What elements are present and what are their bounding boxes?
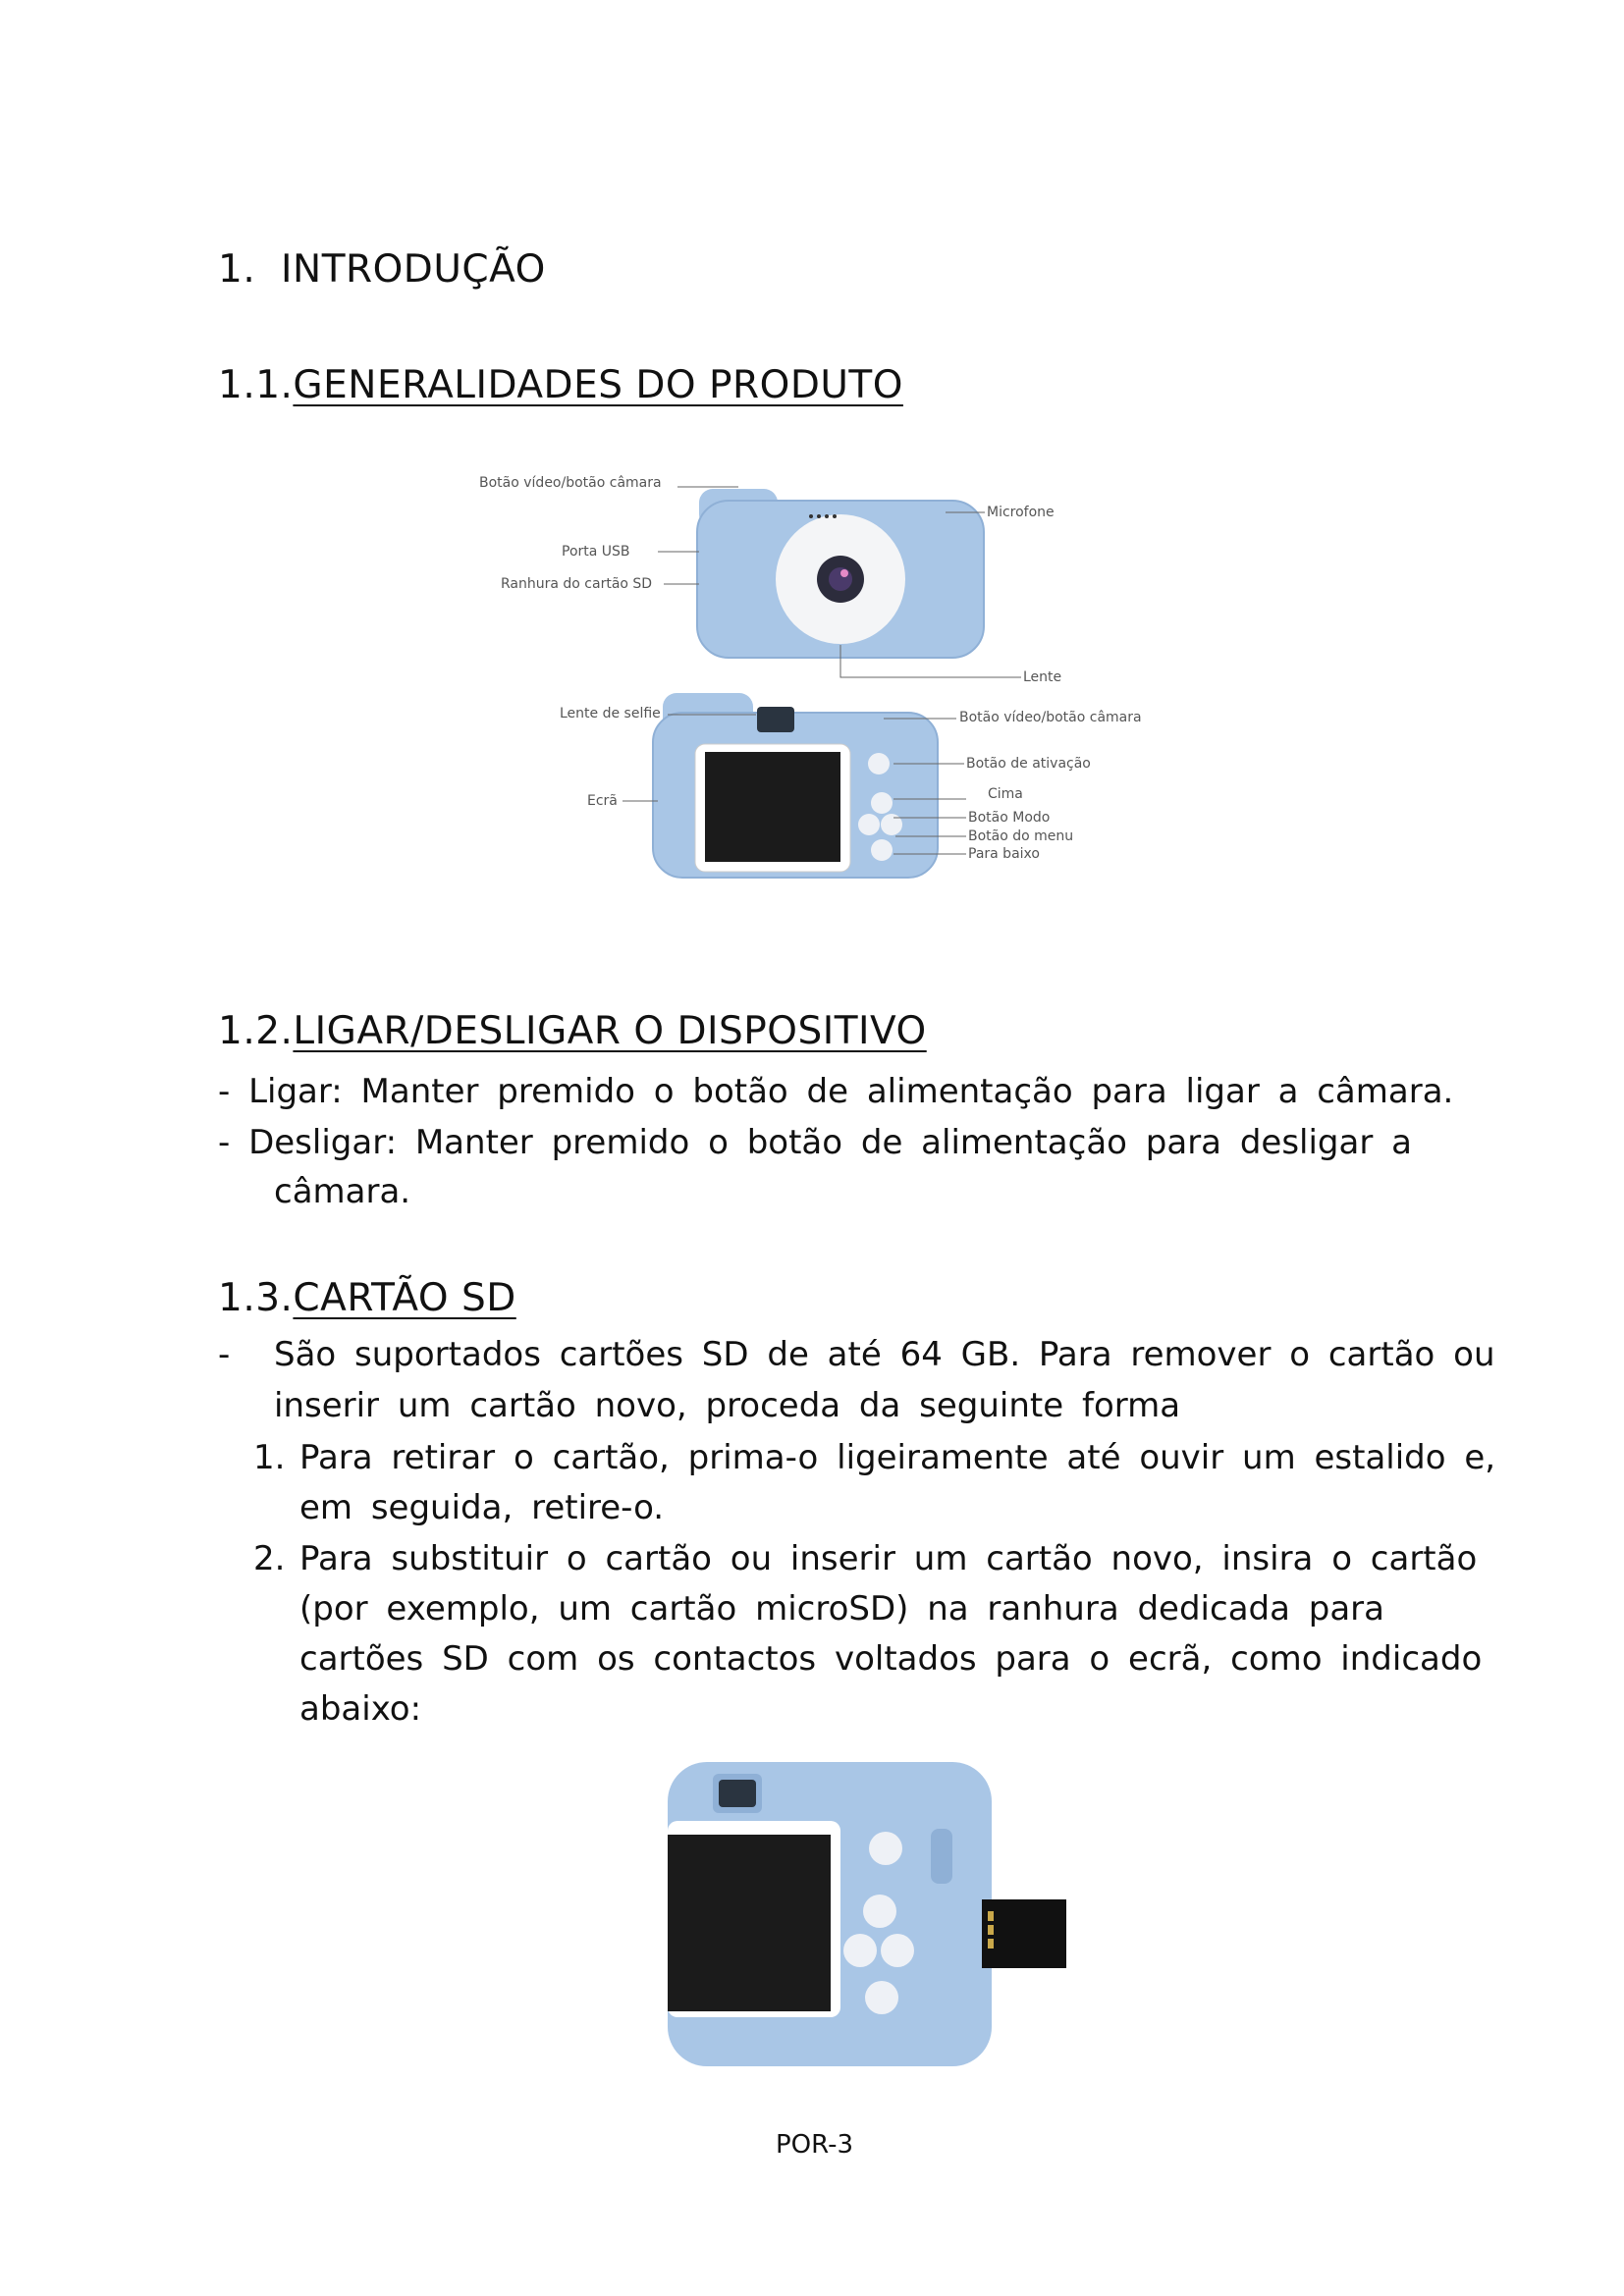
page-number: POR-3 <box>776 2130 854 2160</box>
sd-insertion-image <box>668 1762 1080 2076</box>
section-1-3-heading <box>218 1276 516 1320</box>
label-lens: Lente <box>1023 669 1062 685</box>
step-2-line-4: abaixo: <box>299 1689 422 1729</box>
step-2-line-1: Para substituir o cartão ou inserir um cartão novo, insira o cartão <box>299 1539 1478 1578</box>
section-1-2-title: LIGAR/DESLIGAR O DISPOSITIVO <box>293 1009 927 1053</box>
label-screen: Ecrã <box>587 793 618 809</box>
step-1-line-1: Para retirar o cartão, prima-o ligeiramente até ouvir um estalido e, <box>299 1438 1496 1477</box>
power-on-item: - Ligar: Manter premido o botão de alimentação para ligar a câmara. <box>218 1072 1454 1111</box>
section-1-2-heading <box>218 1009 927 1053</box>
step-2-number: 2. <box>253 1539 286 1578</box>
power-off-text-cont: câmara. <box>274 1172 411 1211</box>
label-selfie-lens: Lente de selfie <box>560 706 661 721</box>
power-on-text: Ligar: Manter premido o botão de alimentação para ligar a câmara. <box>248 1072 1454 1111</box>
label-up: Cima <box>988 786 1023 802</box>
power-off-item: - Desligar: Manter premido o botão de alimentação para desligar a <box>218 1123 1412 1162</box>
sd-intro-bullet: - <box>218 1335 231 1374</box>
label-microphone: Microfone <box>987 505 1055 520</box>
label-video-camera-button-top: Botão vídeo/botão câmara <box>479 475 662 491</box>
label-power-button: Botão de ativação <box>966 756 1091 772</box>
label-usb-port: Porta USB <box>562 544 630 560</box>
camera-back-image <box>653 693 938 878</box>
power-off-text: Desligar: Manter premido o botão de alimentação para desligar a <box>248 1123 1412 1162</box>
step-2-line-3: cartões SD com os contactos voltados para o ecrã, como indicado <box>299 1639 1483 1679</box>
sd-intro-line-2: inserir um cartão novo, proceda da seguinte forma <box>274 1386 1181 1425</box>
product-diagram <box>471 461 1178 903</box>
label-menu-button: Botão do menu <box>968 828 1074 844</box>
section-1-number: 1. <box>218 247 256 292</box>
section-1-2-number: 1.2. <box>218 1009 294 1053</box>
section-1-3-number: 1.3. <box>218 1276 294 1320</box>
label-mode-button: Botão Modo <box>968 810 1051 826</box>
section-1-heading <box>218 247 546 292</box>
camera-front-image <box>697 489 984 658</box>
section-1-1-heading <box>218 363 903 407</box>
label-down: Para baixo <box>968 846 1040 862</box>
section-1-title: INTRODUÇÃO <box>281 247 546 292</box>
section-1-1-title: GENERALIDADES DO PRODUTO <box>293 363 903 407</box>
step-1-number: 1. <box>253 1438 286 1477</box>
label-video-camera-button-back: Botão vídeo/botão câmara <box>959 710 1142 725</box>
step-1-line-2: em seguida, retire-o. <box>299 1488 665 1527</box>
label-sd-slot: Ranhura do cartão SD <box>501 576 653 592</box>
sd-intro-line-1: São suportados cartões SD de até 64 GB. Para remover o cartão ou <box>274 1335 1495 1374</box>
section-1-3-title: CARTÃO SD <box>293 1276 516 1320</box>
step-2-line-2: (por exemplo, um cartão microSD) na ranhura dedicada para <box>299 1589 1384 1629</box>
section-1-1-number: 1.1. <box>218 363 294 407</box>
